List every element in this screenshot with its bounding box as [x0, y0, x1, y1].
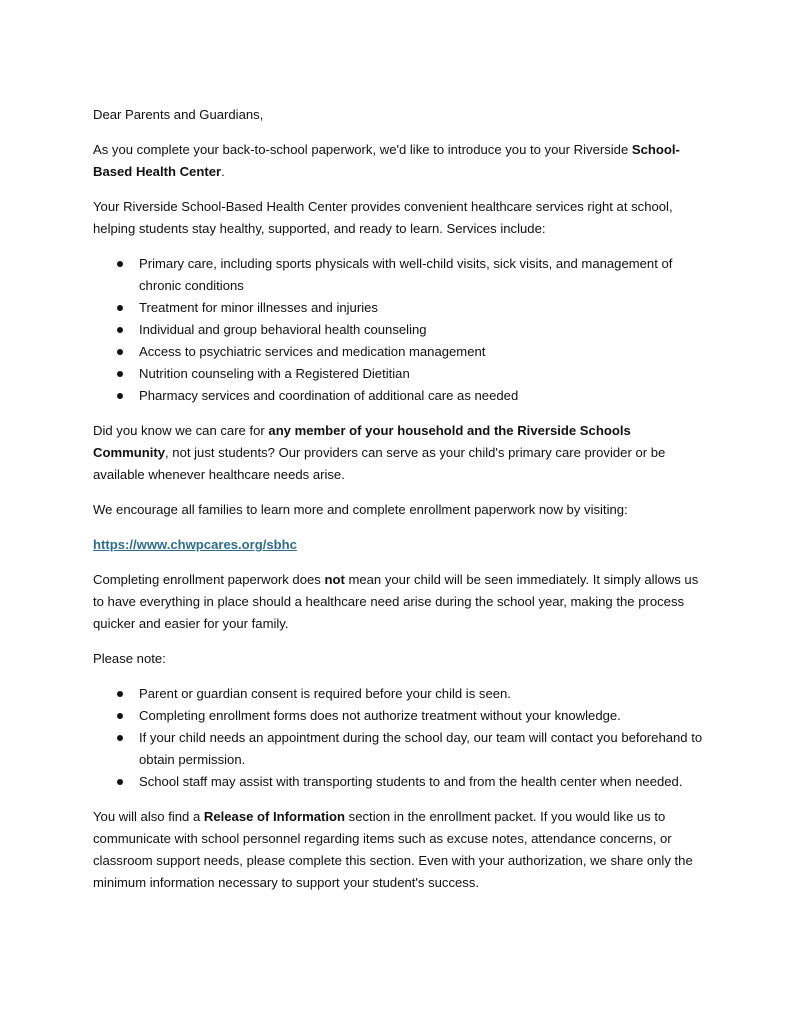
household-text: Did you know we can care for [93, 423, 269, 438]
note-text: School staff may assist with transporting students to and from the health center when needed. [139, 774, 683, 789]
notes-list [93, 683, 705, 793]
enrollment-bold-not: not [324, 572, 345, 587]
services-list [93, 253, 705, 407]
services-intro-paragraph: Your Riverside School-Based Health Center provides convenient healthcare services right at school, helping students stay healthy, supported, and ready to learn. Services include: [93, 199, 673, 236]
enrollment-text-end: mean your child will be seen immediately. It simply allows us to have everything in place should a healthcare need arise during the school year, making the process quicker and easier for your family. [93, 572, 699, 631]
list-item [93, 319, 705, 341]
bullet-icon [117, 327, 123, 333]
list-item [93, 297, 705, 319]
bullet-icon [117, 713, 123, 719]
note-text: If your child needs an appointment during the school day, our team will contact you beforehand to obtain permission. [139, 730, 703, 767]
note-text: Parent or guardian consent is required before your child is seen. [139, 686, 511, 701]
list-item [93, 727, 705, 771]
service-text: Pharmacy services and coordination of additional care as needed [139, 388, 519, 403]
note-heading: Please note: [93, 651, 166, 666]
encourage-paragraph: We encourage all families to learn more and complete enrollment paperwork now by visiting: [93, 502, 628, 517]
greeting: Dear Parents and Guardians, [93, 107, 264, 122]
household-bold-text: any member of your household and the Riverside Schools Community [93, 423, 631, 460]
bullet-icon [117, 735, 123, 741]
enrollment-link[interactable]: https://www.chwpcares.org/sbhc [93, 537, 297, 552]
list-item [93, 683, 705, 705]
service-text: Nutrition counseling with a Registered Dietitian [139, 366, 410, 381]
link-paragraph [93, 534, 705, 556]
bullet-icon [117, 349, 123, 355]
enrollment-text: Completing enrollment paperwork does [93, 572, 325, 587]
release-text: You will also find a [93, 809, 204, 824]
service-text: Access to psychiatric services and medication management [139, 344, 486, 359]
list-item [93, 363, 705, 385]
release-text-end: section in the enrollment packet. If you would like us to communicate with school personnel regarding items such as excuse notes, attendance concerns, or classroom support needs, please complete this section. Even with your authorization, we share only the minimum information necessary to support your student's success. [93, 809, 693, 890]
intro-text: As you complete your back-to-school paperwork, we'd like to introduce you to your Riverside [93, 142, 632, 157]
bullet-icon [117, 779, 123, 785]
enrollment-paragraph [93, 569, 705, 635]
intro-text-end: . [221, 164, 225, 179]
household-paragraph [93, 420, 705, 486]
household-text-end: , not just students? Our providers can serve as your child's primary care provider or be available whenever healthcare needs arise. [93, 445, 666, 482]
release-paragraph [93, 806, 705, 894]
list-item [93, 253, 705, 297]
list-item [93, 705, 705, 727]
bullet-icon [117, 305, 123, 311]
service-text: Individual and group behavioral health counseling [139, 322, 427, 337]
list-item [93, 771, 705, 793]
bullet-icon [117, 691, 123, 697]
bullet-icon [117, 261, 123, 267]
list-item [93, 385, 705, 407]
bullet-icon [117, 371, 123, 377]
bullet-icon [117, 393, 123, 399]
release-bold-text: Release of Information [203, 809, 346, 824]
note-text: Completing enrollment forms does not authorize treatment without your knowledge. [139, 708, 621, 723]
letter-body [93, 104, 705, 907]
service-text: Primary care, including sports physicals with well-child visits, sick visits, and management of chronic conditions [139, 256, 673, 293]
intro-paragraph [93, 139, 705, 183]
service-text: Treatment for minor illnesses and injuries [139, 300, 378, 315]
list-item [93, 341, 705, 363]
intro-bold-center-name: School-Based Health Center [93, 142, 680, 179]
